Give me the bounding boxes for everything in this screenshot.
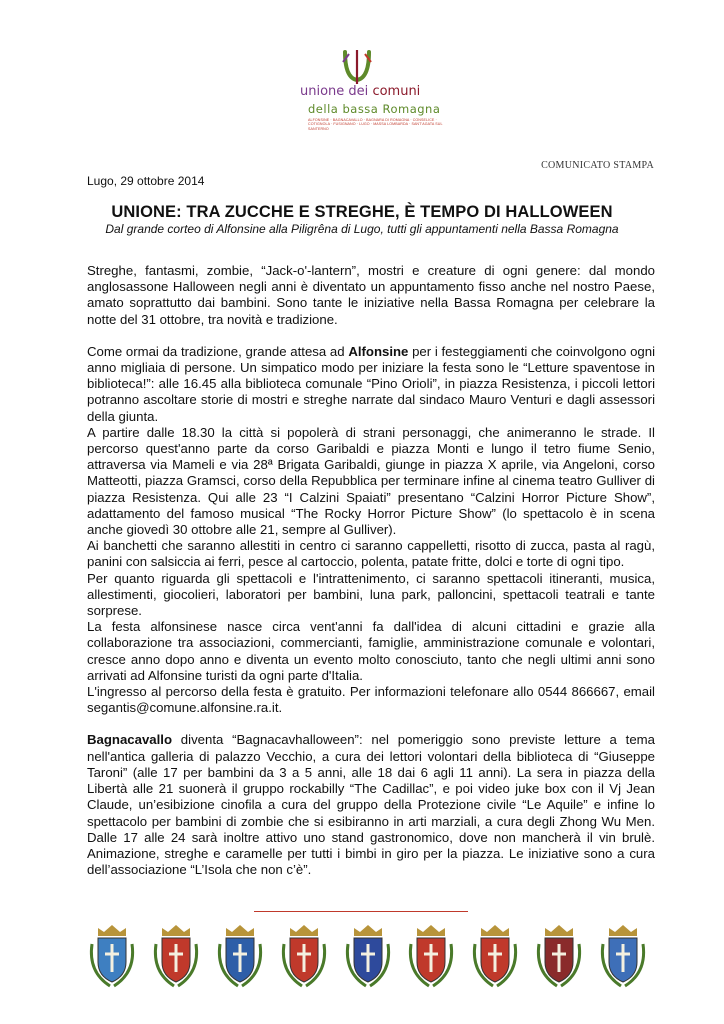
crest-shield-icon bbox=[342, 922, 394, 992]
crest-shield-icon bbox=[214, 922, 266, 992]
crest-shield-icon bbox=[597, 922, 649, 992]
page-subtitle: Dal grande corteo di Alfonsine alla Piligrêna di Lugo, tutti gli appuntamenti nella Bassa Romagna bbox=[105, 222, 619, 236]
page-title: UNIONE: TRA ZUCCHE E STREGHE, È TEMPO DI HALLOWEEN bbox=[111, 203, 613, 221]
crest-shield-icon bbox=[469, 922, 521, 992]
crest-shield-icon bbox=[278, 922, 330, 992]
crest-shield-icon bbox=[405, 922, 457, 992]
release-date: Lugo, 29 ottobre 2014 bbox=[87, 174, 205, 188]
paragraph-bagnacavallo: Bagnacavallo diventa “Bagnacavhalloween”: nel pomeriggio sono previste letture a tema nell'antica galleria di palazzo Vecchio, a cura dei lettori volontari della biblioteca di “Giuseppe Taroni” (alle 17 per bambini da 3 a 5 anni, alle 18 dai 6 agli 11 anni). La sera in piazza della Libertà alle 21 suonerà il gruppo rockabilly “The Cadillac”, e poi video juke box con il Vj Jean Claude, un’esibizione cinofila a cura del gruppo della Protezione civile “Le Aquile” e infine lo spettacolo per bambini di zombie che si esibiranno in arti marziali, a cura degli Zhong Wu Men. Dalle 17 alle 24 sarà inoltre attivo uno stand gastronomico, dove non mancherà il vin brulè. Animazione, streghe e caramelle per tutti i bimbi in giro per la piazza. Le iniziative sono a cura dell’associazione “L’Isola che non c’è”. bbox=[87, 732, 655, 878]
logo-title: unione dei comuni bbox=[300, 84, 421, 99]
logo-municipalities: ALFONSINE · BAGNACAVALLO · BAGNARA DI ROMAGNA · CONSELICE · COTIGNOLA · FUSIGNANO · LUGO · MASSA LOMBARDA · SANT'AGATA SUL SANTERNO bbox=[308, 118, 443, 131]
crest-shield-icon bbox=[533, 922, 585, 992]
logo-subtitle: della bassa Romagna bbox=[308, 102, 441, 116]
paragraph-history: La festa alfonsinese nasce circa vent'anni fa dall'idea di alcuni cittadini e grazie alla collaborazione tra associazioni, commercianti, famiglie, amministrazione comunale e volontari, cresce anno dopo anno e diventa un evento molto conosciuto, tanto che negli ultimi anni sono arrivati ad Alfonsine turisti da ogni parte d'Italia. bbox=[87, 619, 655, 683]
press-release-label: COMUNICATO STAMPA bbox=[541, 160, 654, 171]
article-body bbox=[87, 263, 655, 878]
paragraph-intro: Streghe, fantasmi, zombie, “Jack-o'-lantern”, mostri e creature di ogni genere: dal mondo anglosassone Halloween negli anni è diventato un appuntamento fisso anche nel nostro Paese, amato soprattutto dai bambini. Sono tante le iniziative nella Bassa Romagna per celebrare la notte del 31 ottobre, tra novità e tradizione. bbox=[87, 263, 655, 327]
crest-shield-icon bbox=[86, 922, 138, 992]
crest-shield-icon bbox=[150, 922, 202, 992]
paragraph-shows: Per quanto riguarda gli spettacoli e l'intrattenimento, ci saranno spettacoli itineranti, musica, allestimenti, giocolieri, laboratori per bambini, luna park, palloncini, spettacoli teatrali e tante sorprese. bbox=[87, 570, 655, 619]
paragraph-route: A partire dalle 18.30 la città si popolerà di strani personaggi, che animeranno le strade. Il percorso quest'anno parte da corso Garibaldi e piazza Monti e lungo il tetro fiume Senio, attraversa via Mameli e via 28ª Brigata Garibaldi, giunge in piazza X aprile, via Angeloni, corso Matteotti, piazza Gramsci, corso della Repubblica per terminare infine al cinema teatro Gulliver di piazza Resistenza. Qui alle 23 “I Calzini Spaiati” presentano “Calzini Horror Picture Show”, adattamento del famoso musical “The Rocky Horror Picture Show” (lo spettacolo è in scena anche giovedì 30 ottobre alle 21, sempre al Gulliver). bbox=[87, 424, 655, 538]
union-logo bbox=[300, 48, 450, 133]
paragraph-info: L'ingresso al percorso della festa è gratuito. Per informazioni telefonare allo 0544 866667, email segantis@comune.alfonsine.ra.it. bbox=[87, 684, 655, 716]
paragraph-alfonsine: Come ormai da tradizione, grande attesa ad Alfonsine per i festeggiamenti che coinvolgono ogni anno migliaia di persone. Un simpatico modo per iniziare la festa sono le “Letture spaventose in biblioteca!”: alle 16.45 alla biblioteca comunale “Pino Orioli”, in piazza Resistenza, i piccoli lettori potranno ascoltare storie di mostri e streghe narrate dal sindaco Mauro Venturi e dagli assessori della giunta. bbox=[87, 343, 656, 424]
municipal-crests bbox=[80, 922, 655, 992]
footer-divider bbox=[254, 911, 468, 912]
union-logo-mark-icon bbox=[335, 48, 415, 86]
paragraph-food: Ai banchetti che saranno allestiti in centro ci saranno cappelletti, risotto di zucca, pasta al ragù, panini con salsiccia ai ferri, pesce al cartoccio, polenta, patate fritte, dolci e torte di ogni tipo. bbox=[87, 538, 655, 570]
